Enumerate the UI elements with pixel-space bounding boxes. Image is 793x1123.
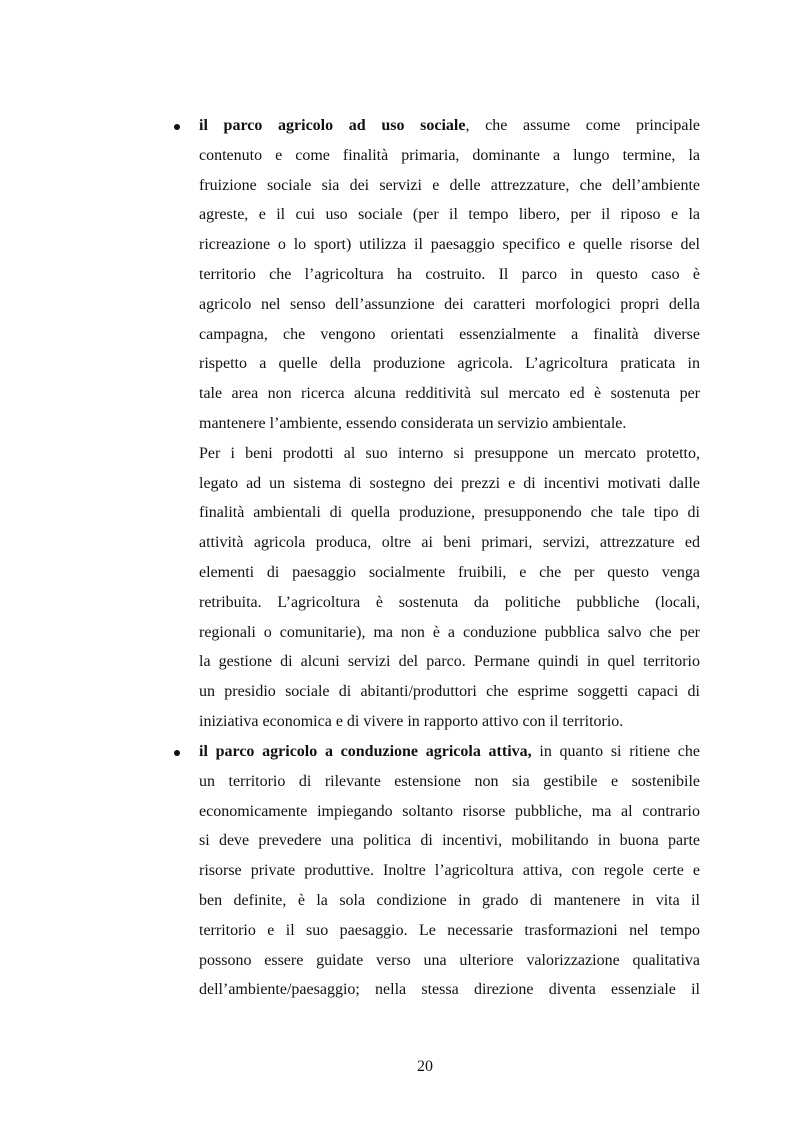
bold-term: il parco agricolo ad uso sociale [199,117,466,134]
text-line: il parco agricolo a conduzione agricola attiva, in quanto si ritiene che [199,743,701,760]
text-line: un territorio di rilevante estensione non sia gestibile e sostenibile [199,772,700,790]
text-line: regionali o comunitarie), ma non è a conduzione pubblica salvo che per [199,623,700,641]
text-line: mantenere l’ambiente, essendo considerata un servizio ambientale. [199,414,627,432]
text-line: agreste, e il cui uso sociale (per il tempo libero, per il riposo e la [199,206,700,224]
text-line: il parco agricolo ad uso sociale, che assume come principale [199,117,701,134]
bullet-dot-icon [174,124,180,130]
bold-term: il parco agricolo a conduzione agricola attiva, [199,743,532,760]
text-line: risorse private produttive. Inoltre l’agricoltura attiva, con regole certe e [199,862,700,880]
text-line: finalità ambientali di quella produzione, presupponendo che tale tipo di [199,504,700,522]
text-line: contenuto e come finalità primaria, dominante a lungo termine, la [199,146,700,164]
page-number: 20 [417,1058,433,1075]
text-line: retribuita. L’agricoltura è sostenuta da politiche pubbliche (locali, [199,593,700,611]
text-line: territorio che l’agricoltura ha costruito. Il parco in questo caso è [199,265,700,283]
text-line: attività agricola produca, oltre ai beni primari, servizi, attrezzature ed [199,534,700,552]
text-line: Per i beni prodotti al suo interno si presuppone un mercato protetto, [199,444,700,462]
text-line: campagna, che vengono orientati essenzialmente a finalità diverse [199,325,700,343]
text-line: possono essere guidate verso una ulteriore valorizzazione qualitativa [199,951,700,969]
text-line: dell’ambiente/paesaggio; nella stessa direzione diventa essenziale il [199,981,700,999]
bullet-item-body [199,737,700,1005]
text-line: un presidio sociale di abitanti/produttori che esprime soggetti capaci di [199,683,700,701]
text-line: economicamente impiegando soltanto risorse pubbliche, ma al contrario [199,802,700,820]
text-line: legato ad un sistema di sostegno dei prezzi e di incentivi motivati dalle [199,474,700,492]
text-line: elementi di paesaggio socialmente fruibili, e che per questo venga [199,563,700,581]
text-line: rispetto a quelle della produzione agricola. L’agricoltura praticata in [199,355,700,373]
text-line: fruizione sociale sia dei servizi e delle attrezzature, che dell’ambiente [199,176,700,194]
text-line: territorio e il suo paesaggio. Le necessarie trasformazioni nel tempo [199,921,700,939]
text-line: tale area non ricerca alcuna redditività sul mercato ed è sostenuta per [199,385,700,403]
text-line: iniziativa economica e di vivere in rapporto attivo con il territorio. [199,712,624,730]
text-line: si deve prevedere una politica di incentivi, mobilitando in buona parte [199,832,700,850]
text-line: ben definite, è la sola condizione in grado di mantenere in vita il [199,891,700,909]
text-line: ricreazione o lo sport) utilizza il paesaggio specifico e quelle risorse del [199,236,700,254]
bullet-dot-icon [174,750,180,756]
text-line: la gestione di alcuni servizi del parco. Permane quindi in quel territorio [199,653,700,671]
bullet-item-body [199,111,700,737]
text-line: agricolo nel senso dell’assunzione dei caratteri morfologici propri della [199,295,700,313]
